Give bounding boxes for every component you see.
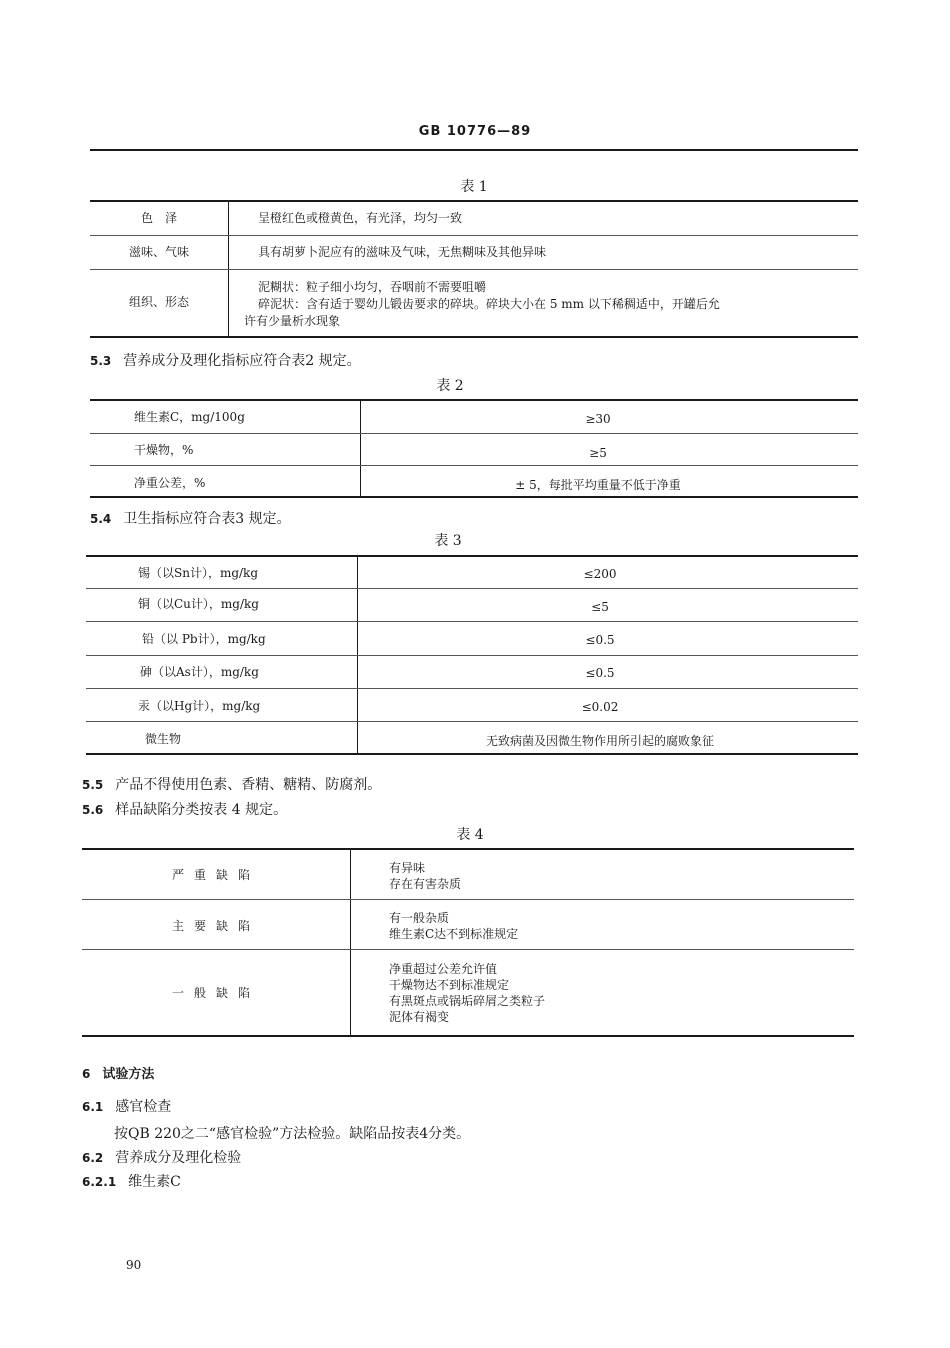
table4-row-value: 有异味 xyxy=(389,861,426,875)
table2-row-rule xyxy=(90,433,858,434)
table3-row-rule xyxy=(86,588,858,589)
section-number: 5.6 xyxy=(82,803,104,817)
table4-top-rule xyxy=(82,848,854,850)
section-number: 6.1 xyxy=(82,1100,104,1114)
table1-row-rule xyxy=(90,235,858,236)
section-text: 感官检查 xyxy=(115,1099,172,1115)
table4-divider xyxy=(350,850,351,1035)
table4-row-label: 主要缺陷 xyxy=(171,919,260,933)
table4-row-label: 严重缺陷 xyxy=(171,868,260,882)
table3-row-rule xyxy=(86,655,858,656)
table2-row-label: 维生素C，mg/100g xyxy=(134,410,245,424)
table3-row-rule xyxy=(86,721,858,722)
section-5-5 xyxy=(82,774,381,794)
table1-row-value: 许有少量析水现象 xyxy=(244,314,341,328)
table3-caption: 表 3 xyxy=(434,533,462,549)
table2-row-value: ± 5，每批平均重量不低于净重 xyxy=(515,478,681,492)
table2-top-rule xyxy=(90,399,858,401)
table4-row-label: 一般缺陷 xyxy=(171,986,260,1000)
table4-row-value: 净重超过公差允许值 xyxy=(389,962,498,976)
table4-caption: 表 4 xyxy=(456,827,484,843)
section-text: 卫生指标应符合表3 规定。 xyxy=(123,511,291,527)
table2-row-label: 干燥物，% xyxy=(134,443,194,457)
section-text: 试验方法 xyxy=(102,1067,155,1082)
table4-row-value: 有一般杂质 xyxy=(389,911,450,925)
table3-row-label: 锡（以Sn计），mg/kg xyxy=(138,566,259,580)
section-number: 5.5 xyxy=(82,778,104,792)
page-number: 90 xyxy=(126,1258,142,1272)
section-6-2-1 xyxy=(82,1171,181,1191)
section-6-2 xyxy=(82,1147,241,1167)
section-6-1 xyxy=(82,1096,171,1116)
table3-row-rule xyxy=(86,621,858,622)
section-5-6 xyxy=(82,799,287,819)
table1-top-rule xyxy=(90,200,858,202)
section-5-4 xyxy=(90,508,291,528)
table3-row-label: 微生物 xyxy=(145,732,182,746)
table1-row-label: 组织、形态 xyxy=(128,295,189,309)
table1-row-value: 具有胡萝卜泥应有的滋味及气味，无焦糊味及其他异味 xyxy=(258,245,547,259)
table4-bottom-rule xyxy=(82,1035,854,1037)
table1-bottom-rule xyxy=(90,336,858,338)
table2-row-value: ≥30 xyxy=(585,412,611,426)
table1-row-label: 色 泽 xyxy=(140,211,177,225)
table1-row-value: 呈橙红色或橙黄色，有光泽，均匀一致 xyxy=(258,211,463,225)
table1-caption: 表 1 xyxy=(460,179,488,195)
section-number: 6.2.1 xyxy=(82,1175,117,1189)
standard-header: GB 10776—89 xyxy=(418,124,532,139)
table4-row-value: 有黑斑点或锅垢碎屑之类粒子 xyxy=(389,994,546,1008)
table3-row-label: 铅（以 Pb计），mg/kg xyxy=(142,632,266,646)
section-text: 维生素C xyxy=(128,1174,181,1190)
section-number: 5.3 xyxy=(90,354,112,368)
section-text: 营养成分及理化检验 xyxy=(115,1150,242,1166)
table1-row-rule xyxy=(90,269,858,270)
table4-row-rule xyxy=(82,949,854,950)
table3-row-value: ≤0.5 xyxy=(585,633,615,647)
table3-row-value: ≤200 xyxy=(583,567,617,581)
table3-row-rule xyxy=(86,688,858,689)
table3-row-label: 汞（以Hg计），mg/kg xyxy=(138,699,261,713)
table3-row-value: ≤0.02 xyxy=(581,700,619,714)
section-6 xyxy=(82,1063,154,1082)
table4-row-rule xyxy=(82,899,854,900)
section-number: 6.2 xyxy=(82,1151,104,1165)
table2-row-rule xyxy=(90,465,858,466)
section-number: 5.4 xyxy=(90,512,112,526)
table1-row-value: 碎泥状：含有适于婴幼儿锻齿要求的碎块。碎块大小在 5 mm 以下稀稠适中，开罐后允 xyxy=(258,297,720,311)
table3-row-value: 无致病菌及因微生物作用所引起的腐败象征 xyxy=(485,734,714,748)
section-number: 6 xyxy=(82,1067,91,1081)
header-rule xyxy=(90,149,858,151)
section-6-1-body: 按QB 220之二“感官检验”方法检验。缺陷品按表4分类。 xyxy=(114,1126,471,1142)
table4-row-value: 维生素C达不到标准规定 xyxy=(389,927,519,941)
section-5-3 xyxy=(90,350,361,370)
table3-row-value: ≤0.5 xyxy=(585,666,615,680)
table2-bottom-rule xyxy=(90,496,858,498)
table3-row-label: 砷（以As计），mg/kg xyxy=(140,665,259,679)
table2-row-value: ≥5 xyxy=(589,446,607,460)
table2-caption: 表 2 xyxy=(436,378,464,394)
section-text: 样品缺陷分类按表 4 规定。 xyxy=(115,802,288,818)
table2-row-label: 净重公差，% xyxy=(134,476,206,490)
table4-row-value: 存在有害杂质 xyxy=(389,877,462,891)
table3-bottom-rule xyxy=(86,753,858,755)
table3-top-rule xyxy=(86,555,858,557)
table4-row-value: 干燥物达不到标准规定 xyxy=(389,978,510,992)
table3-row-value: ≤5 xyxy=(591,600,609,614)
section-text: 营养成分及理化指标应符合表2 规定。 xyxy=(123,353,361,369)
table4-row-value: 泥体有褐变 xyxy=(389,1010,450,1024)
table1-row-label: 滋味、气味 xyxy=(128,245,189,259)
section-text: 产品不得使用色素、香精、糖精、防腐剂。 xyxy=(115,777,382,793)
table1-row-value: 泥糊状：粒子细小均匀，吞咽前不需要咀嚼 xyxy=(258,280,487,294)
table3-row-label: 铜（以Cu计），mg/kg xyxy=(138,597,259,611)
